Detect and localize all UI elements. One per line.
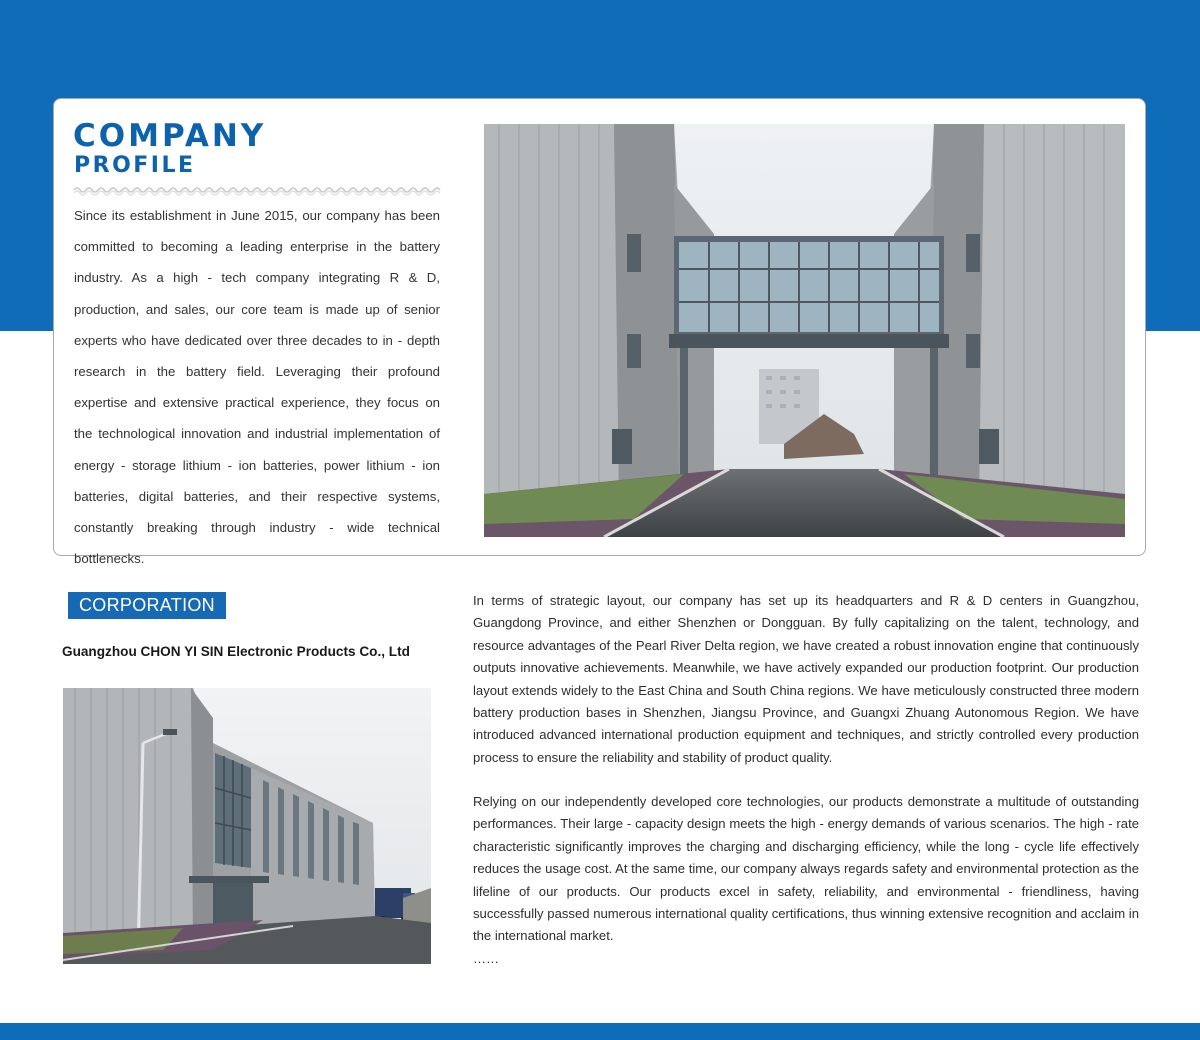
bottom-blue-band xyxy=(0,1023,1200,1040)
campus-courtyard-photo xyxy=(484,124,1125,537)
products-paragraph: Relying on our independently developed core technologies, our products demonstrate a multitude of outstanding performances. Their large - capacity design meets the high - energy demands of various scenarios. The high - rate characteristic significantly improves the charging and discharging efficiency, while the long - cycle life effectively reduces the usage cost. At the same time, our company always regards safety and environmental protection as the lifeline of our products. Our products excel in safety, reliability, and environmental - friendliness, having successfully passed numerous international quality certifications, thus winning extensive recognition and acclaim in the international market. xyxy=(473,794,1139,944)
intro-paragraph: Since its establishment in June 2015, our company has been committed to becoming a leading enterprise in the battery industry. As a high - tech company integrating R & D, production, and sales, our core team is made up of senior experts who have dedicated over three decades to in - depth research in the battery field. Leveraging their profound expertise and extensive practical experience, they focus on the technological innovation and industrial implementation of energy - storage lithium - ion batteries, power lithium - ion batteries, digital batteries, and their respective systems, constantly breaking through industry - wide technical bottlenecks. xyxy=(74,208,440,567)
corporation-badge: CORPORATION xyxy=(68,592,226,619)
factory-building-photo xyxy=(63,688,431,964)
company-name: Guangzhou CHON YI SIN Electronic Products Co., Ltd xyxy=(62,644,410,659)
page-subtitle: PROFILE xyxy=(74,153,196,178)
page-title: COMPANY xyxy=(73,118,267,154)
continuation-ellipsis: …… xyxy=(473,951,499,966)
wave-divider xyxy=(74,186,442,196)
strategy-paragraph: In terms of strategic layout, our company has set up its headquarters and R & D centers in Guangzhou, Guangdong Province, and either Shenzhen or Dongguan. By fully capitalizing on the talent, technology, and resource advantages of the Pearl River Delta region, we have created a robust innovation engine that continuously outputs innovative achievements. Meanwhile, we have actively expanded our production footprint. Our production layout extends widely to the East China and South China regions. We have meticulously constructed three modern battery production bases in Shenzhen, Jiangsu Province, and Guangxi Zhuang Autonomous Region. We have introduced advanced international production equipment and techniques, and strictly controlled every production process to ensure the reliability and stability of product quality. xyxy=(473,593,1139,765)
